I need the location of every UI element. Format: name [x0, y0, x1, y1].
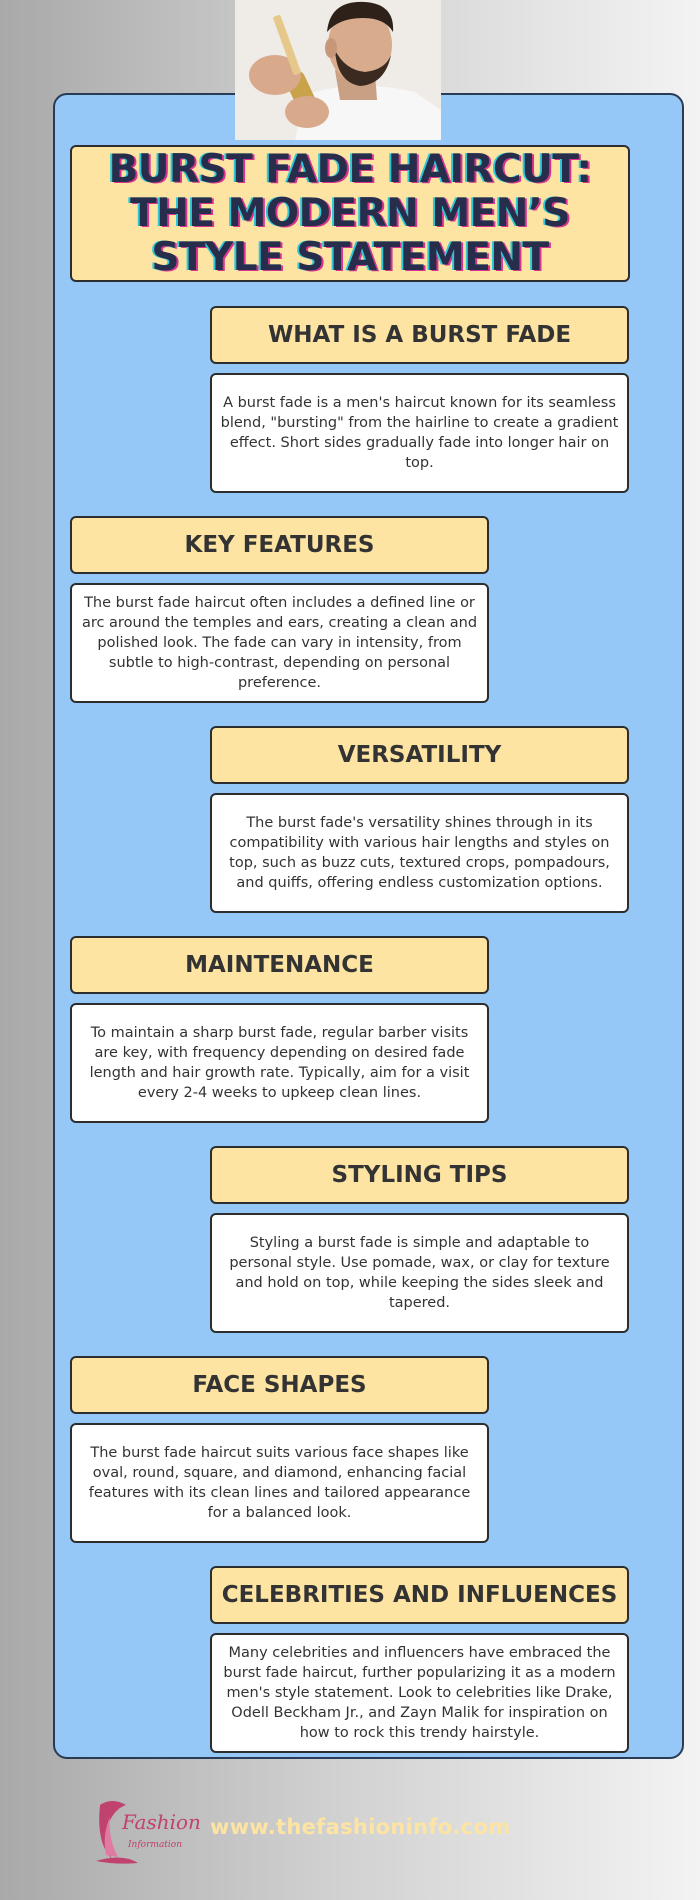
barber-cutting-hair-image: [235, 0, 441, 140]
section-text-styling-tips: Styling a burst fade is simple and adaptable to personal style. Use pomade, wax, or clay for texture and hold on top, while keeping the sides sleek and tapered.: [210, 1213, 629, 1333]
section-text-key-features: The burst fade haircut often includes a defined line or arc around the temples and ears, creating a clean and polished look. The fade can vary in intensity, from subtle to high-contrast, depending on personal preference.: [70, 583, 489, 703]
section-text-celebrities: Many celebrities and influencers have embraced the burst fade haircut, further popularizing it as a modern men's style statement. Look to celebrities like Drake, Odell Beckham Jr., and Zayn Malik for inspiration on how to rock this trendy hairstyle.: [210, 1633, 629, 1753]
section-heading-styling-tips: STYLING TIPS: [210, 1146, 629, 1204]
footer-website-link[interactable]: www.thefashioninfo.com: [210, 1815, 511, 1839]
page-title: BURST FADE HAIRCUT: THE MODERN MEN’S STYLE STATEMENT: [108, 146, 592, 280]
svg-text:Information: Information: [128, 1840, 183, 1850]
section-text-face-shapes: The burst fade haircut suits various face shapes like oval, round, square, and diamond, enhancing facial features with its clean lines and tailored appearance for a balanced look.: [70, 1423, 489, 1543]
section-heading-face-shapes: FACE SHAPES: [70, 1356, 489, 1414]
section-text-versatility: The burst fade's versatility shines through in its compatibility with various hair lengths and styles on top, such as buzz cuts, textured crops, pompadours, and quiffs, offering endless customization options.: [210, 793, 629, 913]
section-heading-key-features: KEY FEATURES: [70, 516, 489, 574]
fashion-info-logo: [92, 1795, 201, 1867]
section-heading-what-is: WHAT IS A BURST FADE: [210, 306, 629, 364]
logo-icon: [92, 1795, 201, 1867]
section-text-maintenance: To maintain a sharp burst fade, regular barber visits are key, with frequency depending on desired fade length and hair growth rate. Typically, aim for a visit every 2-4 weeks to upkeep clean lines.: [70, 1003, 489, 1123]
svg-text:Fashion: Fashion: [122, 1810, 201, 1834]
section-heading-maintenance: MAINTENANCE: [70, 936, 489, 994]
section-heading-celebrities: CELEBRITIES AND INFLUENCES: [210, 1566, 629, 1624]
section-heading-versatility: VERSATILITY: [210, 726, 629, 784]
section-text-what-is: A burst fade is a men's haircut known for its seamless blend, "bursting" from the hairline to create a gradient effect. Short sides gradually fade into longer hair on top.: [210, 373, 629, 493]
title-box: [70, 145, 630, 282]
barber-photo: [235, 0, 441, 140]
